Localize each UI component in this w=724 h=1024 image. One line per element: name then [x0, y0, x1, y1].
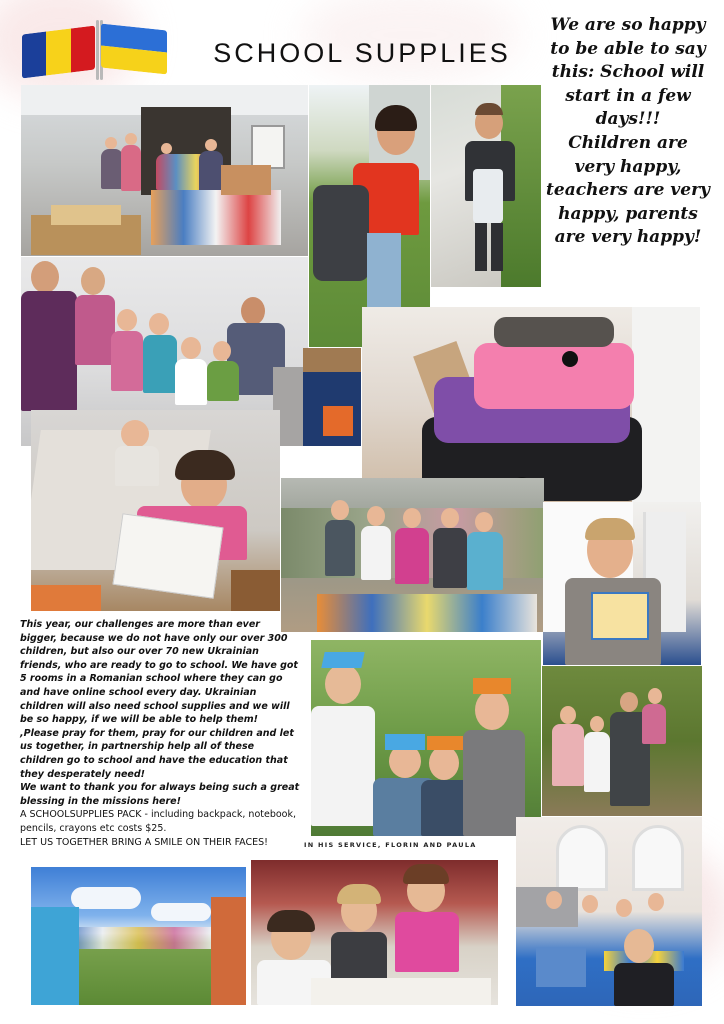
photo-group-with-boxes	[21, 85, 308, 256]
appeal-text	[20, 618, 300, 849]
prayer-paragraph: ,Please pray for them, pray for our children and let us together, in partnership help all of these children go to school and have the education that they desperately need!	[20, 727, 294, 780]
call-to-action: LET US TOGETHER BRING A SMILE ON THEIR FACES!	[20, 836, 268, 848]
photo-classroom-crafts	[516, 817, 702, 1006]
thanks-paragraph: We want to thank you for always being such a great blessing in the missions here!	[20, 782, 300, 807]
happy-message-line: days!!!	[595, 109, 661, 130]
photo-supply-box	[303, 348, 361, 446]
photo-children-in-circle	[31, 867, 246, 1005]
photo-kids-with-paper-crowns	[311, 640, 541, 836]
ukraine-flag	[101, 24, 167, 75]
happy-message-line: teachers are very	[546, 180, 710, 201]
photo-boy-with-notebook	[543, 502, 701, 665]
happy-message	[540, 14, 716, 250]
photo-family-outdoors	[542, 666, 702, 816]
photo-pile-of-backpacks	[362, 307, 700, 502]
happy-message-line: to be able to say	[550, 38, 706, 59]
happy-message-line: happy, parents	[558, 203, 698, 224]
page-title: SCHOOL SUPPLIES	[213, 38, 511, 68]
photo-children-with-backpacks	[281, 478, 544, 632]
appeal-paragraph: This year, our challenges are more than ever bigger, because we do not have only our over 300 children, but also our over 70 new Ukrainian friends, who are ready to go to school. We have got 5 rooms in a Romanian school where they can go and have online school every day. Ukrainian children will also need school supplies and we will be so happy, if we will be able to help them!	[20, 619, 298, 726]
happy-message-line: Children are	[568, 132, 688, 153]
romania-flag	[22, 26, 95, 79]
signature: IN HIS SERVICE, FLORIN AND PAULA	[304, 841, 477, 849]
happy-message-line: start in a few	[565, 85, 691, 106]
pack-price-paragraph: A SCHOOLSUPPLIES PACK - including backpack, notebook, pencils, crayons etc costs $25.	[20, 809, 297, 834]
happy-message-line: are very happy!	[554, 227, 702, 248]
happy-message-line: very happy,	[574, 156, 682, 177]
photo-girls-doing-crafts	[251, 860, 498, 1005]
happy-message-line: this: School will	[551, 62, 705, 83]
photo-boy-on-path	[431, 85, 541, 287]
happy-message-line: We are so happy	[550, 15, 706, 35]
photo-girl-reading	[31, 410, 280, 611]
